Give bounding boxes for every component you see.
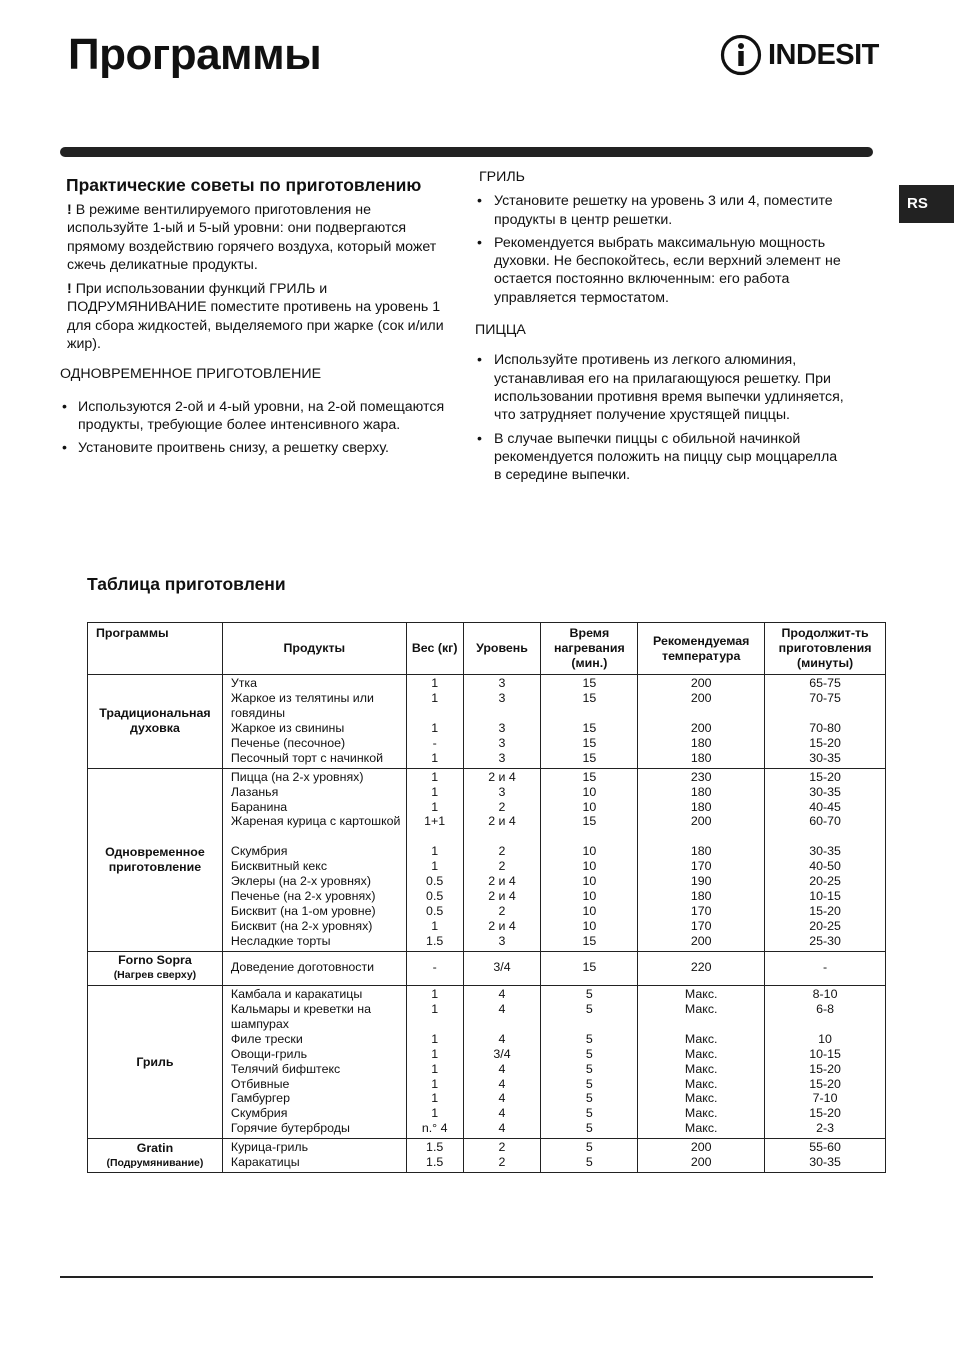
table-row: [88, 985, 886, 1138]
weight-value: n.° 4: [421, 1121, 448, 1136]
level-value: 2: [498, 1155, 506, 1170]
weight-value: 1: [431, 1046, 439, 1061]
weight-cell: [406, 675, 463, 769]
product-name: Баранина: [230, 799, 288, 814]
level-value: 3: [498, 676, 506, 690]
temp-value: 180: [690, 799, 712, 814]
temp-cell: [638, 951, 765, 985]
weight-value: 1.5: [426, 1155, 444, 1170]
temp-value: 180: [690, 844, 712, 859]
temp-value: 200: [690, 1155, 712, 1170]
preheat-value: 10: [582, 799, 597, 814]
weight-value: 1: [431, 750, 439, 765]
level-value: 2: [498, 799, 506, 814]
temp-value: 190: [690, 874, 712, 889]
preheat-value: 10: [582, 889, 597, 904]
product-cell: [222, 985, 406, 1138]
weight-value: 1: [431, 690, 439, 705]
weight-value: 0.5: [426, 889, 444, 904]
product-name: Песочный торт с начинкой: [230, 750, 384, 765]
duration-value: 8-10: [812, 986, 838, 1001]
table-row: [88, 768, 886, 951]
product-name: Бисквит (на 2-х уровнях): [230, 919, 373, 934]
duration-value: 15-20: [809, 1106, 841, 1121]
product-name: Камбала и каракатицы: [230, 986, 363, 1001]
weight-value: 1.5: [426, 1140, 444, 1155]
grill-heading: ГРИЛЬ: [479, 169, 525, 185]
weight-value: 1: [431, 784, 439, 799]
column-header-duration: Продолжит-ть приготовления (минуты): [765, 623, 886, 675]
duration-value: 6-8: [816, 1001, 835, 1016]
program-name: Традициональная духовка: [99, 706, 211, 736]
product-name: Отбивные: [230, 1076, 290, 1091]
weight-value: 1: [431, 676, 439, 690]
footer-divider: [60, 1276, 873, 1278]
weight-value: 1+1: [424, 814, 446, 829]
temp-value: Макс.: [684, 1031, 718, 1046]
product-name: Доведение доготовности: [230, 960, 375, 975]
table-row: [88, 675, 886, 769]
duration-value: 20-25: [809, 874, 841, 889]
weight-value: 1: [431, 986, 439, 1001]
column-header-temperature: Рекомендуемая температура: [638, 623, 765, 675]
weight-value: 1: [431, 1061, 439, 1076]
program-name: Одновременное приготовление: [105, 844, 205, 874]
program-cell: [88, 675, 223, 769]
weight-value: 1: [431, 844, 439, 859]
product-name: Скумбрия: [230, 844, 288, 859]
product-name: Жаркое из свинины: [230, 720, 345, 735]
program-name: Гриль: [136, 1054, 174, 1069]
level-value: 2: [498, 904, 506, 919]
temp-cell: [638, 1139, 765, 1173]
product-name: Пицца (на 2-х уровнях): [230, 769, 364, 784]
weight-value: 1: [431, 1106, 439, 1121]
level-value: 2 и 4: [488, 874, 516, 889]
product-name: Печенье (песочное): [230, 735, 346, 750]
preheat-value: 5: [585, 1091, 593, 1106]
product-name: Лазанья: [230, 784, 279, 799]
temp-cell: [638, 675, 765, 769]
duration-value: 65-75: [809, 676, 841, 690]
duration-value: -: [822, 960, 828, 975]
note-ventilated: [67, 201, 445, 274]
weight-value: 1: [431, 1001, 439, 1016]
duration-value: 15-20: [809, 735, 841, 750]
weight-value: 1: [431, 799, 439, 814]
duration-value: 30-35: [809, 750, 841, 765]
warning-mark: !: [67, 281, 72, 298]
temp-value: 200: [690, 720, 712, 735]
product-name: Бисквитный кекс: [230, 859, 328, 874]
duration-value: 60-70: [809, 814, 841, 829]
weight-value: 1: [431, 1076, 439, 1091]
duration-value: 10: [818, 1031, 832, 1046]
temp-value: 200: [690, 933, 712, 948]
temp-value: 200: [690, 690, 712, 705]
preheat-value: 15: [582, 720, 597, 735]
duration-cell: [765, 985, 886, 1138]
section-title: Практические советы по приготовлению: [66, 175, 422, 195]
grill-list: [472, 192, 847, 307]
preheat-value: 10: [582, 874, 597, 889]
level-cell: [463, 675, 541, 769]
pizza-list: [472, 351, 847, 484]
table-header-row: [88, 623, 886, 675]
preheat-value: 5: [585, 1031, 593, 1046]
level-value: 4: [498, 1031, 506, 1046]
duration-value: 25-30: [809, 933, 841, 948]
weight-value: 0.5: [426, 874, 444, 889]
product-name: Эклеры (на 2-х уровнях): [230, 874, 371, 889]
preheat-value: 10: [582, 784, 597, 799]
program-subtitle: (Подрумянивание): [106, 1156, 204, 1169]
warning-mark: !: [67, 202, 72, 218]
level-cell: [463, 985, 541, 1138]
product-name: Гамбургер: [230, 1091, 290, 1106]
weight-value: 1: [431, 1031, 439, 1046]
weight-value: -: [432, 960, 437, 975]
preheat-cell: [541, 985, 638, 1138]
product-name: Жаркое из телятины или говядины: [230, 690, 374, 720]
level-value: 4: [498, 1076, 506, 1091]
preheat-value: 10: [582, 919, 597, 934]
level-value: 4: [498, 1121, 506, 1136]
product-name: Курица-гриль: [230, 1140, 309, 1155]
preheat-value: 15: [582, 735, 597, 750]
temp-value: 180: [690, 784, 712, 799]
weight-value: 1: [431, 1091, 439, 1106]
product-name: Горячие бутерброды: [230, 1121, 350, 1136]
product-name: Печенье (на 2-х уровнях): [230, 889, 376, 904]
weight-cell: [406, 1139, 463, 1173]
preheat-value: 15: [582, 769, 597, 784]
preheat-cell: [541, 768, 638, 951]
preheat-value: 15: [582, 960, 597, 975]
column-header-weight: Вес (кг): [406, 623, 463, 675]
duration-value: 30-35: [809, 784, 841, 799]
product-cell: [222, 951, 406, 985]
list-item: • Используются 2-ой и 4-ый уровни, на 2-ой помещаются продукты, требующие более интенсивного жара.: [60, 398, 445, 435]
column-header-level: Уровень: [463, 623, 541, 675]
duration-value: 40-50: [809, 859, 841, 874]
temp-value: Макс.: [684, 1121, 718, 1136]
list-item: • Рекомендуется выбрать максимальную мощность духовки. Не беспокойтесь, если верхний элемент не остается постоянно включенным: его работа управляется термостатом.: [472, 234, 847, 307]
temp-value: 180: [690, 750, 712, 765]
preheat-value: 10: [582, 904, 597, 919]
column-header-program: Программы: [88, 623, 223, 675]
simultaneous-heading: ОДНОВРЕМЕННОЕ ПРИГОТОВЛЕНИЕ: [60, 366, 322, 383]
column-header-preheat: Время нагревания (мин.): [541, 623, 638, 675]
preheat-value: 15: [582, 750, 597, 765]
temp-value: 220: [690, 960, 712, 975]
weight-value: -: [432, 735, 437, 750]
duration-value: 10-15: [809, 889, 841, 904]
level-value: 4: [498, 1106, 506, 1121]
preheat-value: 5: [585, 1061, 593, 1076]
brand-logo: [720, 34, 879, 76]
product-name: Овощи-гриль: [230, 1046, 308, 1061]
temp-value: Макс.: [684, 1076, 718, 1091]
product-cell: [222, 1139, 406, 1173]
temp-value: 230: [690, 769, 712, 784]
header-divider: [60, 147, 873, 157]
duration-value: 40-45: [809, 799, 841, 814]
weight-cell: [406, 768, 463, 951]
program-cell: [88, 1139, 223, 1173]
pizza-heading: ПИЦЦА: [475, 322, 526, 339]
duration-value: 15-20: [809, 1076, 841, 1091]
duration-value: 55-60: [809, 1140, 841, 1155]
level-value: 2: [498, 844, 506, 859]
left-column: [60, 175, 445, 463]
level-value: 4: [498, 986, 506, 1001]
note-text: В режиме вентилируемого приготовления не используйте 1-ый и 5-ый уровни: они подвергаются прямому воздействию горячего воздуха, который может сжечь деликатные продукты.: [67, 202, 437, 273]
weight-cell: [406, 951, 463, 985]
product-name: Филе трески: [230, 1031, 303, 1046]
duration-cell: [765, 675, 886, 769]
temp-value: Макс.: [684, 1091, 718, 1106]
product-name: Телячий бифштекс: [230, 1061, 341, 1076]
duration-value: 10-15: [809, 1046, 841, 1061]
weight-cell: [406, 985, 463, 1138]
product-name: Скумбрия: [230, 1106, 288, 1121]
language-tab: RS: [899, 185, 954, 223]
temp-value: Макс.: [684, 1046, 718, 1061]
level-value: 2 и 4: [488, 919, 516, 934]
preheat-value: 15: [582, 676, 597, 690]
level-value: 2: [498, 859, 506, 874]
level-value: 4: [498, 1001, 506, 1016]
preheat-value: 5: [585, 1140, 593, 1155]
duration-value: 15-20: [809, 769, 841, 784]
cooking-table: [87, 622, 886, 1173]
temp-value: 200: [690, 1140, 712, 1155]
preheat-value: 5: [585, 1076, 593, 1091]
product-name: Жареная курица с картошкой: [230, 814, 401, 829]
program-subtitle: (Нагрев сверху): [113, 969, 197, 982]
duration-value: 15-20: [809, 904, 841, 919]
note-grill: [67, 280, 445, 353]
level-value: 3: [498, 750, 506, 765]
product-name: Каракатицы: [230, 1155, 300, 1170]
list-item: • Установите решетку на уровень 3 или 4, поместите продукты в центр решетки.: [472, 192, 847, 229]
duration-value: 7-10: [812, 1091, 838, 1106]
weight-value: 1: [431, 919, 439, 934]
level-value: 4: [498, 1061, 506, 1076]
product-cell: [222, 675, 406, 769]
duration-value: 70-75: [809, 690, 841, 705]
preheat-value: 15: [582, 933, 597, 948]
simultaneous-list: [60, 398, 445, 458]
page-title: Программы: [68, 30, 322, 79]
program-name: Gratin: [136, 1140, 174, 1155]
product-name: Несладкие торты: [230, 933, 331, 948]
level-value: 3: [498, 720, 506, 735]
indesit-logo-icon: [720, 34, 762, 76]
weight-value: 1: [431, 859, 439, 874]
weight-value: 1.5: [426, 933, 444, 948]
duration-value: 20-25: [809, 919, 841, 934]
level-value: 3: [498, 735, 506, 750]
level-value: 3/4: [493, 1046, 511, 1061]
duration-cell: [765, 951, 886, 985]
duration-value: 30-35: [809, 1155, 841, 1170]
level-cell: [463, 951, 541, 985]
preheat-value: 15: [582, 814, 597, 829]
preheat-value: 5: [585, 1106, 593, 1121]
product-cell: [222, 768, 406, 951]
table-row: [88, 1139, 886, 1173]
preheat-value: 15: [582, 690, 597, 705]
duration-cell: [765, 1139, 886, 1173]
column-header-products: Продукты: [222, 623, 406, 675]
preheat-value: 10: [582, 844, 597, 859]
level-cell: [463, 1139, 541, 1173]
program-cell: [88, 768, 223, 951]
level-value: 2 и 4: [488, 814, 516, 829]
temp-value: Макс.: [684, 1061, 718, 1076]
duration-cell: [765, 768, 886, 951]
preheat-cell: [541, 675, 638, 769]
preheat-value: 5: [585, 1155, 593, 1170]
temp-value: 180: [690, 735, 712, 750]
note-text: При использовании функций ГРИЛЬ и ПОДРУМЯНИВАНИЕ поместите противень на уровень 1 для сбора жидкостей, выделяемого при жарке (сок и/или жир).: [67, 281, 444, 353]
temp-value: Макс.: [684, 1106, 718, 1121]
product-name: Кальмары и креветки на шампурах: [230, 1001, 372, 1031]
brand-name: INDESIT: [768, 38, 879, 71]
temp-value: 170: [690, 859, 712, 874]
temp-value: 200: [690, 676, 712, 690]
temp-value: 170: [690, 904, 712, 919]
product-name: Бисквит (на 1-ом уровне): [230, 904, 376, 919]
temp-cell: [638, 768, 765, 951]
program-name: Forno Sopra: [118, 953, 192, 968]
right-column: [472, 168, 847, 489]
preheat-value: 5: [585, 986, 593, 1001]
preheat-value: 5: [585, 1046, 593, 1061]
level-value: 3: [498, 690, 506, 705]
level-cell: [463, 768, 541, 951]
level-value: 3: [498, 933, 506, 948]
program-cell: [88, 951, 223, 985]
program-cell: [88, 985, 223, 1138]
duration-value: 2-3: [816, 1121, 835, 1136]
weight-value: 1: [431, 720, 439, 735]
preheat-value: 10: [582, 859, 597, 874]
temp-value: 170: [690, 919, 712, 934]
level-value: 2 и 4: [488, 889, 516, 904]
level-value: 3/4: [493, 960, 511, 975]
table-row: [88, 951, 886, 985]
duration-value: 15-20: [809, 1061, 841, 1076]
level-value: 4: [498, 1091, 506, 1106]
temp-value: Макс.: [684, 1001, 718, 1016]
list-item: • Используйте противень из легкого алюминия, устанавливая его на прилагающуюся решетку. При использовании противня время выпечки удлиняется, что затрудняет получение хрустящей пиццы.: [472, 351, 847, 424]
weight-value: 1: [431, 769, 439, 784]
weight-value: 0.5: [426, 904, 444, 919]
list-item: • В случае выпечки пиццы с обильной начинкой рекомендуется положить на пиццу сыр моццарелла в середине выпечки.: [472, 430, 847, 485]
level-value: 2 и 4: [488, 769, 516, 784]
temp-value: 180: [690, 889, 712, 904]
product-name: Утка: [230, 676, 258, 690]
preheat-value: 5: [585, 1121, 593, 1136]
level-value: 3: [498, 784, 506, 799]
level-value: 2: [498, 1140, 506, 1155]
temp-value: Макс.: [684, 986, 718, 1001]
duration-value: 30-35: [809, 844, 841, 859]
temp-value: 200: [690, 814, 712, 829]
duration-value: 70-80: [809, 720, 841, 735]
table-title: Таблица приготовлени: [87, 574, 286, 594]
preheat-value: 5: [585, 1001, 593, 1016]
preheat-cell: [541, 1139, 638, 1173]
preheat-cell: [541, 951, 638, 985]
list-item: • Установите проитвень снизу, а решетку сверху.: [60, 439, 445, 457]
temp-cell: [638, 985, 765, 1138]
